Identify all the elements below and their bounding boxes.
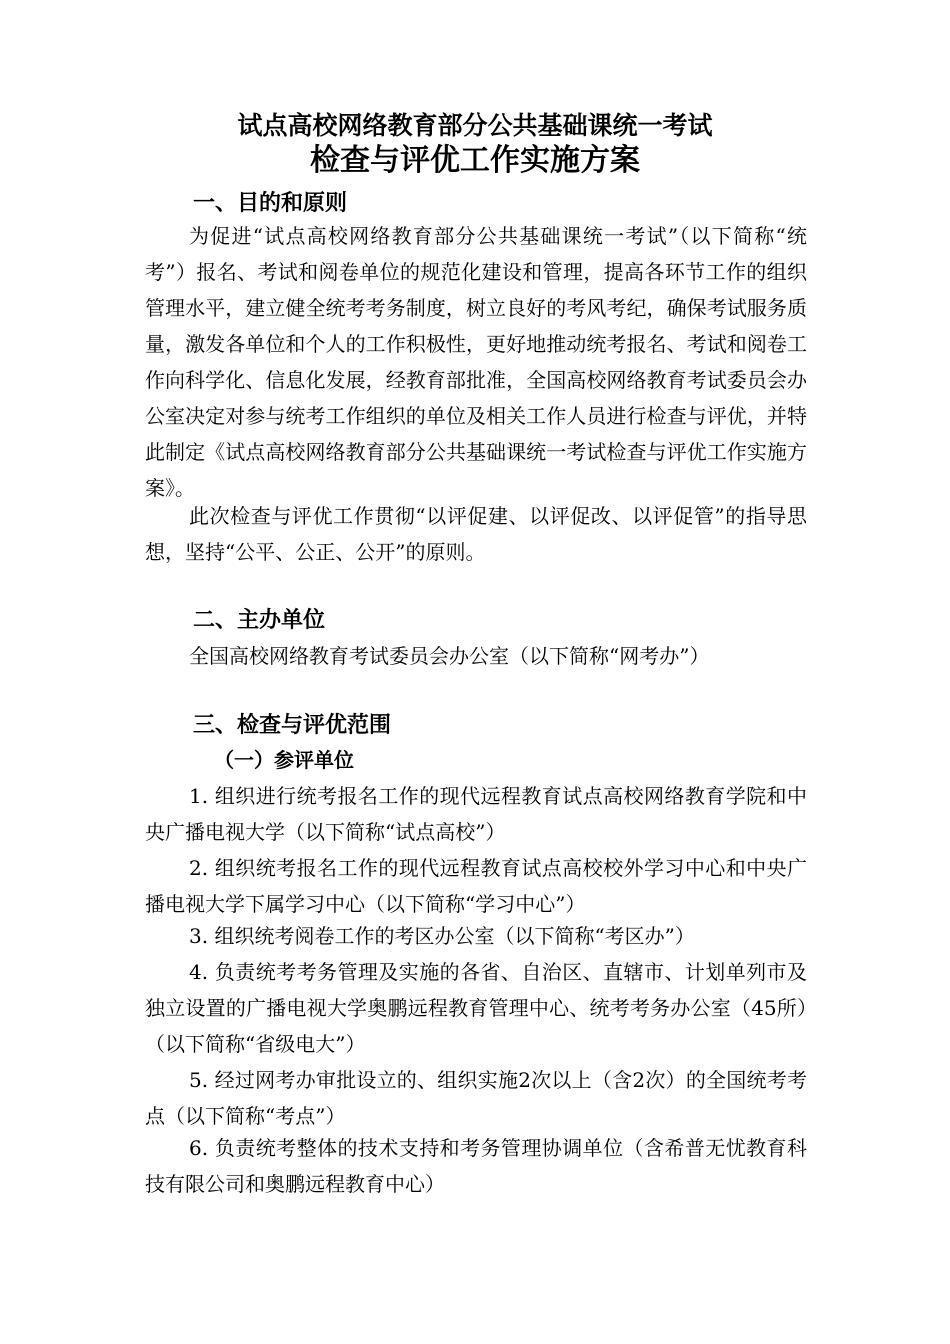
list-item: 4. 负责统考考务管理及实施的各省、自治区、直辖市、计划单列市及独立设置的广播电视大学奥鹏远程教育管理中心、统考考务办公室（45所）（以下简称“省级电大”） [145, 960, 807, 1056]
subheading-participants: （一）参评单位 [214, 748, 354, 772]
list-item: 6. 负责统考整体的技术支持和考务管理协调单位（含希普无忧教育科技有限公司和奥鹏远程教育中心） [145, 1136, 807, 1196]
section-heading-scope: 三、检查与评优范围 [193, 712, 392, 738]
paragraph-principle: 此次检查与评优工作贯彻“以评促建、以评促改、以评促管”的指导思想，坚持“公平、公正、公开”的原则。 [145, 504, 807, 564]
list-item: 3. 组织统考阅卷工作的考区办公室（以下简称“考区办”） [189, 924, 695, 948]
list-item: 2. 组织统考报名工作的现代远程教育试点高校校外学习中心和中央广播电视大学下属学习中心（以下简称“学习中心”） [145, 856, 807, 916]
section-heading-purpose: 一、目的和原则 [193, 190, 348, 216]
paragraph-organizer: 全国高校网络教育考试委员会办公室（以下简称“网考办”） [189, 644, 710, 668]
section-heading-organizer: 二、主办单位 [193, 607, 326, 633]
document-title-line1: 试点高校网络教育部分公共基础课统一考试 [237, 111, 713, 140]
list-item: 5. 经过网考办审批设立的、组织实施2次以上（含2次）的全国统考考点（以下简称“考点”） [145, 1068, 807, 1128]
paragraph-purpose: 为促进“试点高校网络教育部分公共基础课统一考试”（以下简称“统考”）报名、考试和阅卷单位的规范化建设和管理，提高各环节工作的组织管理水平，建立健全统考考务制度，树立良好的考风考纪，确保考试服务质量，激发各单位和个人的工作积极性，更好地推动统考报名、考试和阅卷工作向科学化、信息化发展，经教育部批准，全国高校网络教育考试委员会办公室决定对参与统考工作组织的单位及相关工作人员进行检查与评优，并特此制定《试点高校网络教育部分公共基础课统一考试检查与评优工作实施方案》。 [145, 224, 807, 500]
document-title-line2: 检查与评优工作实施方案 [310, 143, 640, 178]
list-item: 1. 组织进行统考报名工作的现代远程教育试点高校网络教育学院和中央广播电视大学（以下简称“试点高校”） [145, 784, 807, 844]
